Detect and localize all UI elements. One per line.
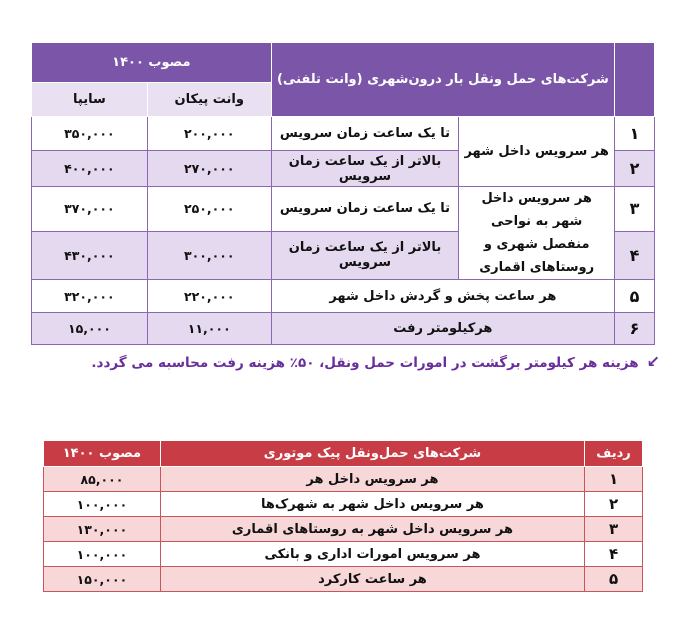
row-number: ۶ [615, 313, 655, 345]
row-number: ۳ [615, 187, 655, 232]
vanet-price: ۲۲۰,۰۰۰ [147, 280, 271, 313]
table2-title: شرکت‌های حمل‌ونقل پیک موتوری [160, 441, 584, 467]
vanet-price: ۳۰۰,۰۰۰ [147, 231, 271, 279]
service-description: هر سرویس داخل هر [160, 467, 584, 492]
service-duration: بالاتر از یک ساعت زمان سرویس [271, 151, 459, 187]
row-number: ۳ [585, 517, 643, 542]
saipa-price: ۴۰۰,۰۰۰ [32, 151, 148, 187]
saipa-price: ۳۲۰,۰۰۰ [32, 280, 148, 313]
row-number: ۴ [585, 542, 643, 567]
service-description: هر ساعت کارکرد [160, 567, 584, 592]
row-number: ۱ [615, 117, 655, 151]
vanet-price: ۲۰۰,۰۰۰ [147, 117, 271, 151]
price: ۱۰۰,۰۰۰ [44, 492, 161, 517]
note-text: هزینه هر کیلومتر برگشت در امورات حمل ونقل، ۵۰٪ هزینه رفت محاسبه می گردد. [91, 355, 639, 371]
vanet-price: ۲۵۰,۰۰۰ [147, 187, 271, 232]
bullet-arrow-icon: ↙ [646, 352, 660, 371]
saipa-price: ۳۷۰,۰۰۰ [32, 187, 148, 232]
table1-title: شرکت‌های حمل ونقل بار درون‌شهری (وانت تلفنی) [271, 43, 614, 117]
approved-1400-header: مصوب ۱۴۰۰ [32, 43, 272, 83]
price: ۸۵,۰۰۰ [44, 467, 161, 492]
table-row [44, 567, 643, 592]
vanet-price: ۲۷۰,۰۰۰ [147, 151, 271, 187]
service-description: هر سرویس داخل شهر به شهرک‌ها [160, 492, 584, 517]
row-number: ۲ [615, 151, 655, 187]
service-description: هرکیلومتر رفت [271, 313, 614, 345]
saipa-header: سایپا [32, 83, 148, 117]
service-description: هر سرویس امورات اداری و بانکی [160, 542, 584, 567]
saipa-price: ۳۵۰,۰۰۰ [32, 117, 148, 151]
table-row [32, 117, 655, 151]
table-row [44, 517, 643, 542]
table-row [44, 467, 643, 492]
table-row [44, 492, 643, 517]
row-number: ۵ [585, 567, 643, 592]
row-number: ۴ [615, 231, 655, 279]
service-group-label: هر سرویس داخل شهر به نواحی منفصل شهری و روستاهای اقماری [459, 187, 615, 280]
price: ۱۰۰,۰۰۰ [44, 542, 161, 567]
service-description: هر سرویس داخل شهر به روستاهای اقماری [160, 517, 584, 542]
van-freight-tariff-table [31, 42, 655, 345]
service-duration: بالاتر از یک ساعت زمان سرویس [271, 231, 459, 279]
return-cost-note [40, 348, 660, 376]
motorcycle-courier-tariff-table [43, 440, 643, 592]
row-number: ۱ [585, 467, 643, 492]
table-row [32, 313, 655, 345]
price: ۱۵۰,۰۰۰ [44, 567, 161, 592]
row-number-header: ردیف [585, 441, 643, 467]
price: ۱۳۰,۰۰۰ [44, 517, 161, 542]
row-number-header [615, 43, 655, 117]
service-group-label: هر سرویس داخل شهر [459, 117, 615, 187]
vanet-paykan-header: وانت پیکان [147, 83, 271, 117]
service-description: هر ساعت پخش و گردش داخل شهر [271, 280, 614, 313]
service-duration: تا یک ساعت زمان سرویس [271, 187, 459, 232]
saipa-price: ۱۵,۰۰۰ [32, 313, 148, 345]
vanet-price: ۱۱,۰۰۰ [147, 313, 271, 345]
service-duration: تا یک ساعت زمان سرویس [271, 117, 459, 151]
table-row [44, 542, 643, 567]
row-number: ۲ [585, 492, 643, 517]
table-row [32, 280, 655, 313]
table-row [32, 187, 655, 232]
approved-1400-header: مصوب ۱۴۰۰ [44, 441, 161, 467]
saipa-price: ۴۳۰,۰۰۰ [32, 231, 148, 279]
row-number: ۵ [615, 280, 655, 313]
